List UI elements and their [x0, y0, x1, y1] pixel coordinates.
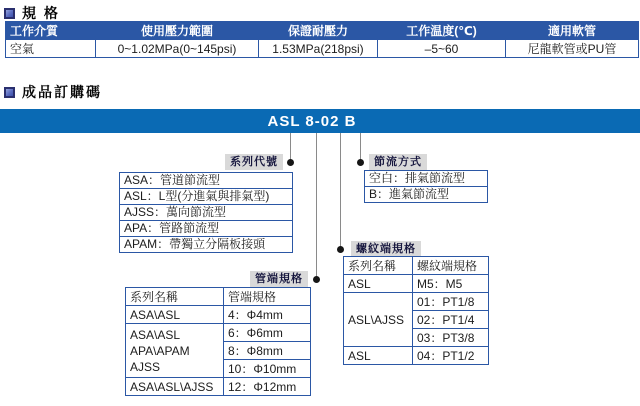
spec-value-medium: 空氣	[6, 40, 96, 58]
pipe-end-label: 管端規格	[250, 271, 308, 287]
order-code-section-title	[4, 82, 102, 102]
throttle-mode-list	[364, 170, 488, 203]
section-square-icon	[4, 87, 15, 98]
spec-data-row	[6, 40, 639, 58]
connector-line-thread-end	[340, 133, 341, 249]
pipe-end-header-series: 系列名稱	[126, 288, 224, 306]
bullet-series-icon	[287, 159, 294, 166]
series-code-item: APAM：帶獨立分隔板接頭	[119, 236, 293, 253]
bullet-pipe-end-icon	[313, 276, 320, 283]
thread-end-value: 03：PT3/8	[413, 329, 489, 347]
series-code-label: 系列代號	[225, 154, 283, 170]
connector-line-series	[290, 133, 291, 162]
pipe-end-series-line: ASA\ASL	[130, 327, 181, 342]
thread-end-label: 螺紋端規格	[351, 241, 421, 257]
thread-end-value: 02：PT1/4	[413, 311, 489, 329]
pipe-end-header-spec: 管端規格	[224, 288, 311, 306]
pipe-end-value: 10：Φ10mm	[224, 360, 311, 378]
thread-end-series: ASL	[344, 275, 413, 293]
pipe-end-series: ASA\ASL\AJSS	[126, 378, 224, 396]
spec-header-pressure-range: 使用壓力範圍	[96, 22, 259, 40]
spec-section-title-text: 規 格	[22, 5, 60, 21]
pipe-end-series: ASA\ASL	[126, 306, 224, 324]
spec-table	[5, 21, 639, 58]
thread-end-header-row	[344, 257, 489, 275]
thread-end-value: M5：M5	[413, 275, 489, 293]
thread-end-header-spec: 螺紋端規格	[413, 257, 489, 275]
connector-line-pipe-end	[316, 133, 317, 279]
pipe-end-value: 8：Φ8mm	[224, 342, 311, 360]
pipe-end-series-line: APA\APAM	[130, 343, 190, 358]
thread-end-table	[343, 256, 489, 365]
thread-end-series-merged: ASL\AJSS	[344, 293, 413, 347]
table-row	[126, 378, 311, 396]
series-code-item: ASL：L型(分進氣與排氣型)	[119, 188, 293, 205]
spec-header-row	[6, 22, 639, 40]
throttle-mode-label: 節流方式	[369, 154, 427, 170]
connector-line-throttle	[360, 133, 361, 162]
pipe-end-value: 12：Φ12mm	[224, 378, 311, 396]
pipe-end-header-row	[126, 288, 311, 306]
pipe-end-series-merged	[126, 324, 224, 378]
bullet-thread-end-icon	[337, 246, 344, 253]
spec-section-title	[4, 3, 60, 23]
spec-value-tubing: 尼龍軟管或PU管	[506, 40, 639, 58]
spec-header-proof-pressure: 保證耐壓力	[259, 22, 378, 40]
table-row	[344, 275, 489, 293]
throttle-mode-item: 空白：排氣節流型	[364, 170, 488, 187]
order-code-banner: ASL 8-02 B	[0, 109, 640, 133]
throttle-mode-item: B：進氣節流型	[364, 186, 488, 203]
table-row	[344, 293, 489, 311]
thread-end-value: 01：PT1/8	[413, 293, 489, 311]
spec-table-wrap	[5, 21, 638, 58]
table-row	[344, 347, 489, 365]
pipe-end-value: 4：Φ4mm	[224, 306, 311, 324]
spec-header-temperature: 工作温度(℃)	[378, 22, 506, 40]
series-code-item: ASA：管道節流型	[119, 172, 293, 189]
thread-end-series: ASL	[344, 347, 413, 365]
pipe-end-series-line: AJSS	[130, 359, 161, 374]
spec-value-proof-pressure: 1.53MPa(218psi)	[259, 40, 378, 58]
table-row	[126, 324, 311, 342]
pipe-end-value: 6：Φ6mm	[224, 324, 311, 342]
series-code-item: APA：管路節流型	[119, 220, 293, 237]
thread-end-header-series: 系列名稱	[344, 257, 413, 275]
spec-value-pressure-range: 0~1.02MPa(0~145psi)	[96, 40, 259, 58]
series-code-item: AJSS：萬向節流型	[119, 204, 293, 221]
section-square-icon	[4, 8, 15, 19]
order-code-section-title-text: 成品訂購碼	[22, 84, 102, 100]
bullet-throttle-icon	[357, 159, 364, 166]
spec-header-tubing: 適用軟管	[506, 22, 639, 40]
spec-header-medium: 工作介質	[6, 22, 96, 40]
table-row	[126, 306, 311, 324]
series-code-list	[119, 172, 293, 253]
thread-end-value: 04：PT1/2	[413, 347, 489, 365]
spec-value-temperature: –5~60	[378, 40, 506, 58]
pipe-end-table	[125, 287, 311, 396]
